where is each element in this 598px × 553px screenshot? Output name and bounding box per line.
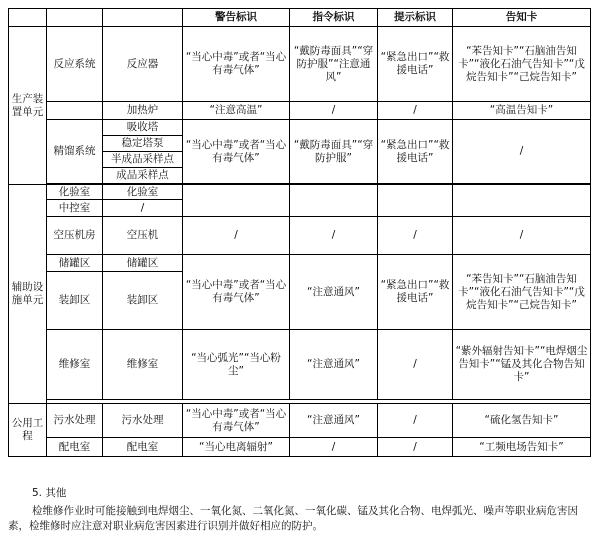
heater-card: “高温告知卡” — [453, 102, 591, 120]
hazard-sign-table — [8, 8, 591, 457]
sewage-warning: “当心中毒”或者“当心有毒气体” — [183, 404, 290, 438]
unload-card: “苯告知卡”“石脑油告知卡”“液化石油气告知卡”“戊烷告知卡”“己烷告知卡” — [453, 255, 591, 330]
unit-control: / — [103, 200, 183, 217]
repair-instruction: “注意通风” — [290, 330, 378, 400]
reaction-warning: “当心中毒”或者“当心有毒气体” — [183, 27, 290, 102]
area-lab: 化验室 — [47, 185, 103, 200]
repair-card: “紫外辐射告知卡”“电焊烟尘告知卡”“锰及其化合物告知卡” — [453, 330, 591, 400]
area-distill: 精馏系统 — [47, 120, 103, 184]
area-control: 中控室 — [47, 200, 103, 217]
lab-card — [453, 185, 591, 217]
unit-reactor: 反应器 — [103, 27, 183, 102]
unit-sewage: 污水处理 — [103, 404, 183, 438]
area-sewage: 污水处理 — [47, 404, 103, 438]
header-warning: 警告标识 — [183, 9, 290, 27]
area-power: 配电室 — [47, 438, 103, 457]
compressor-card: / — [453, 217, 591, 255]
unload-warning: “当心中毒”或者“当心有毒气体” — [183, 255, 290, 330]
unit-absorber: 吸收塔 — [103, 120, 183, 136]
header-blank-2 — [47, 9, 103, 27]
group-production: 生产装置单元 — [9, 27, 47, 185]
sewage-card: “硫化氢告知卡” — [453, 404, 591, 438]
lab-instruction — [290, 185, 378, 217]
distill-instruction: “戴防毒面具”“穿防护服” — [290, 120, 378, 184]
unit-lab: 化验室 — [103, 185, 183, 200]
header-blank-1 — [9, 9, 47, 27]
header-blank-3 — [103, 9, 183, 27]
unit-compressor: 空压机 — [103, 217, 183, 255]
compressor-hint: / — [378, 217, 453, 255]
unit-final-sample: 成品采样点 — [103, 168, 183, 184]
unit-semi-sample: 半成品采样点 — [103, 152, 183, 168]
area-compressor: 空压机房 — [47, 217, 103, 255]
reaction-instruction: “戴防毒面具”“穿防护服”“注意通风” — [290, 27, 378, 102]
compressor-instruction: / — [290, 217, 378, 255]
reaction-card: “苯告知卡”“石脑油告知卡”“液化石油气告知卡”“戊烷告知卡”“己烷告知卡” — [453, 27, 591, 102]
unit-heater: 加热炉 — [103, 102, 183, 120]
distill-hint: “紧急出口”“救援电话” — [378, 120, 453, 184]
power-instruction: / — [290, 438, 378, 457]
power-hint: / — [378, 438, 453, 457]
distill-warning: “当心中毒”或者“当心有毒气体” — [183, 120, 290, 184]
reaction-hint: “紧急出口”“救援电话” — [378, 27, 453, 102]
section-title: 5. 其他 — [32, 487, 67, 499]
heater-instruction: / — [290, 102, 378, 120]
lab-hint — [378, 185, 453, 217]
repair-warning: “当心弧光”“当心粉尘” — [183, 330, 290, 400]
sewage-instruction: “注意通风” — [290, 404, 378, 438]
unload-hint: “紧急出口”“救援电话” — [378, 255, 453, 330]
power-warning: “当心电离辐射” — [183, 438, 290, 457]
lab-warning — [183, 185, 290, 217]
area-repair: 维修室 — [47, 330, 103, 400]
header-instruction: 指令标识 — [290, 9, 378, 27]
heater-warning: “注意高温” — [183, 102, 290, 120]
header-card: 告知卡 — [453, 9, 591, 27]
distill-card: / — [453, 120, 591, 184]
unit-repair: 维修室 — [103, 330, 183, 400]
area-unload: 装卸区 — [47, 272, 103, 330]
area-reaction-cont — [47, 102, 103, 120]
heater-hint: / — [378, 102, 453, 120]
unit-unload: 装卸区 — [103, 272, 183, 330]
compressor-warning: / — [183, 217, 290, 255]
area-reaction: 反应系统 — [47, 27, 103, 102]
group-auxiliary: 辅助设施单元 — [9, 185, 47, 404]
group-utility: 公用工程 — [9, 404, 47, 457]
section-body: 检维修作业时可能接触到电焊烟尘、一氧化氮、二氧化氮、一氧化碳、锰及其化合物、电焊弧光、噪声等职业病危害因素，检维修时应注意对职业病危害因素进行识别并做好相应的防护。 — [8, 505, 578, 532]
unit-power: 配电室 — [103, 438, 183, 457]
unit-tank: 储罐区 — [103, 255, 183, 272]
power-card: “工频电场告知卡” — [453, 438, 591, 457]
sewage-hint: / — [378, 404, 453, 438]
area-tank: 储罐区 — [47, 255, 103, 272]
unit-stabilizer-pump: 稳定塔泵 — [103, 136, 183, 152]
unload-instruction: “注意通风” — [290, 255, 378, 330]
repair-hint: / — [378, 330, 453, 400]
header-hint: 提示标识 — [378, 9, 453, 27]
